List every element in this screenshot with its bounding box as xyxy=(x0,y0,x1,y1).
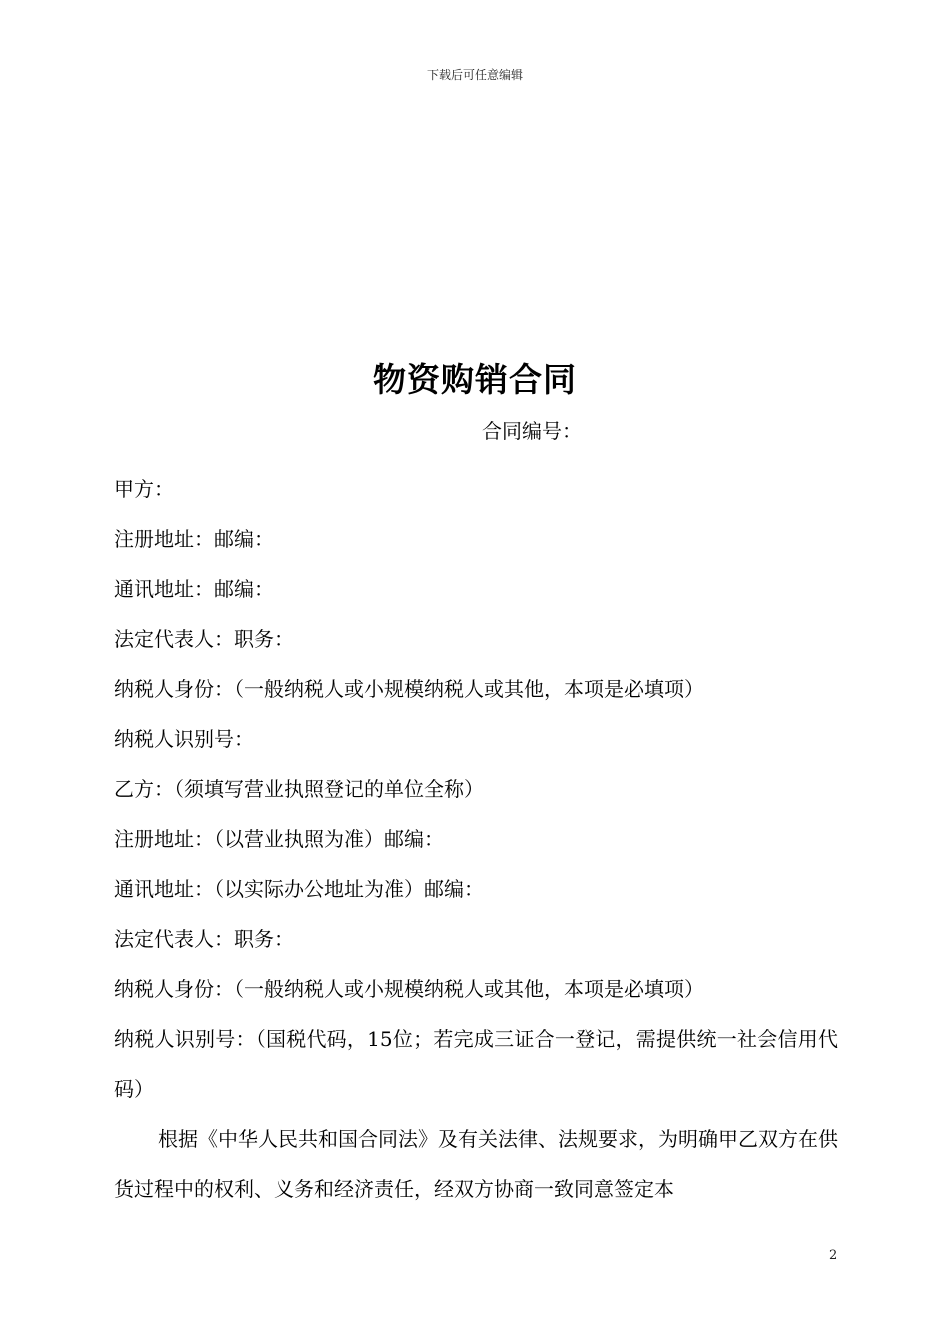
party-b-taxpayer-status: 纳税人身份：（一般纳税人或小规模纳税人或其他，本项是必填项） xyxy=(114,977,704,1001)
contract-number-label: 合同编号： xyxy=(482,419,582,443)
party-b-registered-address: 注册地址：（以营业执照为准）邮编： xyxy=(114,827,444,851)
party-a-registered-address: 注册地址：邮编： xyxy=(114,527,274,551)
party-a-mailing-address: 通讯地址：邮编： xyxy=(114,577,274,601)
contract-body xyxy=(114,464,838,1214)
document-title: 物资购销合同 xyxy=(373,360,577,399)
page-header-note: 下载后可任意编辑 xyxy=(426,68,523,82)
party-b-taxpayer-id: 纳税人识别号：（国税代码，15位；若完成三证合一登记，需提供统一社会信用代码） xyxy=(114,1027,838,1101)
contract-preamble: 根据《中华人民共和国合同法》及有关法律、法规要求，为明确甲乙双方在供货过程中的权利、义务和经济责任，经双方协商一致同意签定本 xyxy=(114,1127,838,1201)
party-a-legal-representative: 法定代表人：职务： xyxy=(114,627,294,651)
party-a-taxpayer-id: 纳税人识别号： xyxy=(114,727,254,751)
party-b-label: 乙方：（须填写营业执照登记的单位全称） xyxy=(114,777,484,801)
party-b-mailing-address: 通讯地址：（以实际办公地址为准）邮编： xyxy=(114,877,484,901)
page-number: 2 xyxy=(829,1248,838,1263)
party-b-legal-representative: 法定代表人：职务： xyxy=(114,927,294,951)
party-a-taxpayer-status: 纳税人身份：（一般纳税人或小规模纳税人或其他，本项是必填项） xyxy=(114,677,704,701)
party-a-label: 甲方： xyxy=(114,477,174,501)
